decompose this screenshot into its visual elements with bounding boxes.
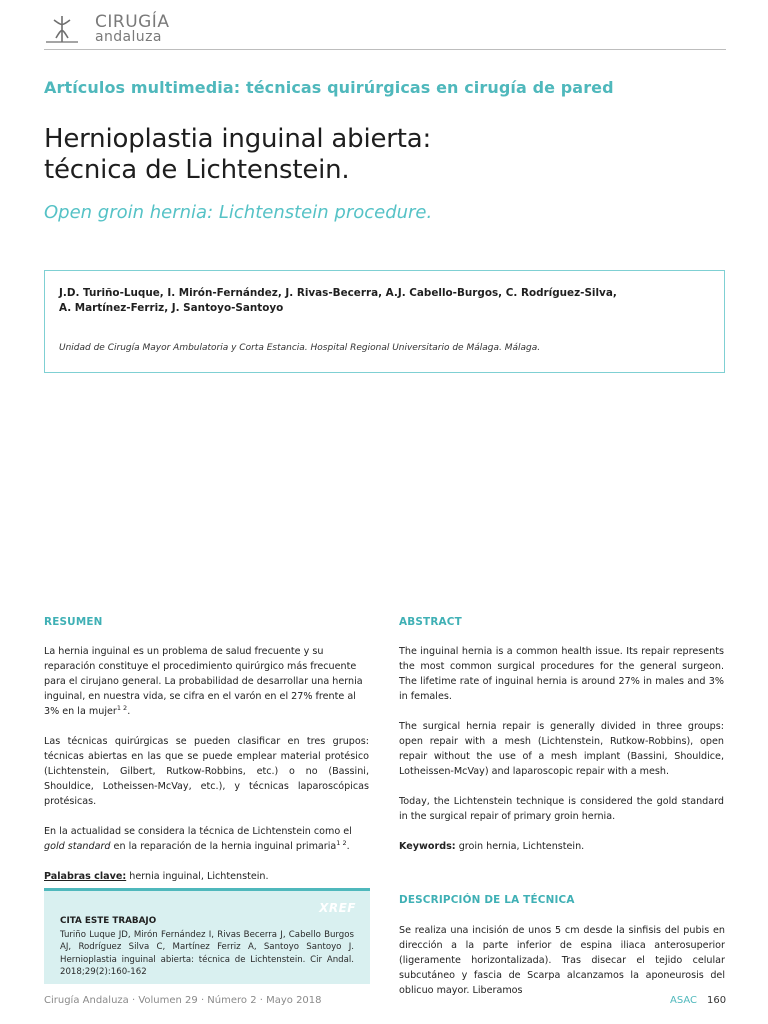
resumen-p1-text: La hernia inguinal es un problema de salud frecuente y su reparación constituye el procedimiento quirúrgico más frecuente para el cirujano general. La probabilidad de desarrollar una hernia inguinal, en nuestra vida, se cifra en el varón en el 27% frente al 3% en la mujer bbox=[44, 646, 363, 717]
cite-box bbox=[44, 888, 370, 984]
author-box bbox=[44, 270, 725, 373]
abstract-heading: ABSTRACT bbox=[399, 616, 462, 628]
footer-asac: ASAC bbox=[670, 995, 698, 1006]
abstract-keywords bbox=[399, 839, 724, 854]
resumen-p1-ref: 1 2 bbox=[116, 703, 128, 712]
resumen-keywords bbox=[44, 869, 369, 884]
article-title bbox=[44, 124, 724, 186]
resumen-paragraph-2: Las técnicas quirúrgicas se pueden clasificar en tres grupos: técnicas abiertas en las que se puede emplear material protésico (Lichtenstein, Gilbert, Rutkow-Robbins, etc.) o no (Bassini, Shouldice, Lotheissen-McVay, etc.), y técnicas laparoscópicas protésicas. bbox=[44, 736, 369, 807]
affiliation: Unidad de Cirugía Mayor Ambulatoria y Corta Estancia. Hospital Regional Universitario de Málaga. Málaga. bbox=[59, 343, 541, 353]
abstract-paragraph-3: Today, the Lichtenstein technique is considered the gold standard in the surgical repair of primary groin hernia. bbox=[399, 796, 724, 822]
abstract-paragraph-1: The inguinal hernia is a common health issue. Its repair represents the most common surgical procedures for the general surgeon. The lifetime rate of inguinal hernia is around 27% in males and 3% in females. bbox=[399, 646, 724, 702]
palabras-clave-label: Palabras clave: bbox=[44, 871, 127, 882]
section-heading: Artículos multimedia: técnicas quirúrgicas en cirugía de pared bbox=[44, 78, 614, 97]
authors-line-2: A. Martínez-Ferriz, J. Santoyo-Santoyo bbox=[59, 302, 284, 314]
resumen-p3-text-a: En la actualidad se considera la técnica de Lichtenstein como el bbox=[44, 826, 352, 837]
resumen-heading: RESUMEN bbox=[44, 616, 103, 628]
resumen-paragraph-1 bbox=[44, 644, 369, 719]
article-subtitle: Open groin hernia: Lichtenstein procedure. bbox=[44, 202, 433, 223]
logo-text-andaluza: andaluza bbox=[95, 29, 162, 45]
caduceus-logo-icon bbox=[44, 14, 80, 44]
abstract-paragraph-2: The surgical hernia repair is generally divided in three groups: open repair with a mesh (Lichtenstein, Rutkow-Robbins), open repair without the use of a mesh implant (Bassini, Shouldice, Lotheissen-McVay) and laparoscopic repair with a mesh. bbox=[399, 721, 724, 777]
resumen-p3-text-b: en la reparación de la hernia inguinal primaria bbox=[110, 841, 337, 852]
cite-text: Turiño Luque JD, Mirón Fernández I, Rivas Becerra J, Cabello Burgos AJ, Rodríguez Silva C, Martínez Ferriz A, Santoyo Santoyo J. Hernioplastia inguinal abierta: técnica de Lichtenstein. Cir Andal. 2018;29(2):160-162 bbox=[60, 930, 354, 978]
descripcion-heading: DESCRIPCIÓN DE LA TÉCNICA bbox=[399, 894, 575, 906]
xref-badge[interactable]: XREF bbox=[319, 901, 356, 915]
page-number: 160 bbox=[707, 995, 727, 1006]
resumen-column bbox=[44, 615, 369, 899]
resumen-p3-end: . bbox=[346, 841, 350, 852]
abstract-column bbox=[399, 615, 724, 869]
logo-text-cirugia: CIRUGÍA bbox=[95, 12, 170, 32]
authors bbox=[59, 286, 709, 316]
resumen-p1-end: . bbox=[127, 706, 131, 717]
resumen-p3-ref: 1 2 bbox=[336, 838, 347, 847]
palabras-clave-text: hernia inguinal, Lichtenstein. bbox=[126, 871, 269, 882]
title-line-2: técnica de Lichtenstein. bbox=[44, 155, 350, 185]
resumen-p3-italic: gold standard bbox=[44, 841, 111, 852]
title-line-1: Hernioplastia inguinal abierta: bbox=[44, 124, 432, 154]
cite-title: CITA ESTE TRABAJO bbox=[60, 916, 157, 926]
authors-line-1: J.D. Turiño-Luque, I. Mirón-Fernández, J. Rivas-Becerra, A.J. Cabello-Burgos, C. Rodríguez-Silva, bbox=[59, 287, 617, 299]
resumen-paragraph-3 bbox=[44, 824, 369, 854]
descripcion-text: Se realiza una incisión de unos 5 cm desde la sinfisis del pubis en dirección a la parte inferior de espina iliaca anterosuperior (ligeramente horizontalizada). Tras disecar el tejido celular subcutáneo y fascia de Scarpa alcanzamos la aponeurosis del oblicuo mayor. Liberamos bbox=[399, 925, 725, 996]
journal-logo bbox=[44, 12, 174, 46]
footer-journal: Cirugía Andaluza · Volumen 29 · Número 2 · Mayo 2018 bbox=[44, 995, 322, 1006]
keywords-label: Keywords: bbox=[399, 841, 456, 852]
keywords-text: groin hernia, Lichtenstein. bbox=[455, 841, 585, 852]
journal-header bbox=[44, 10, 726, 50]
